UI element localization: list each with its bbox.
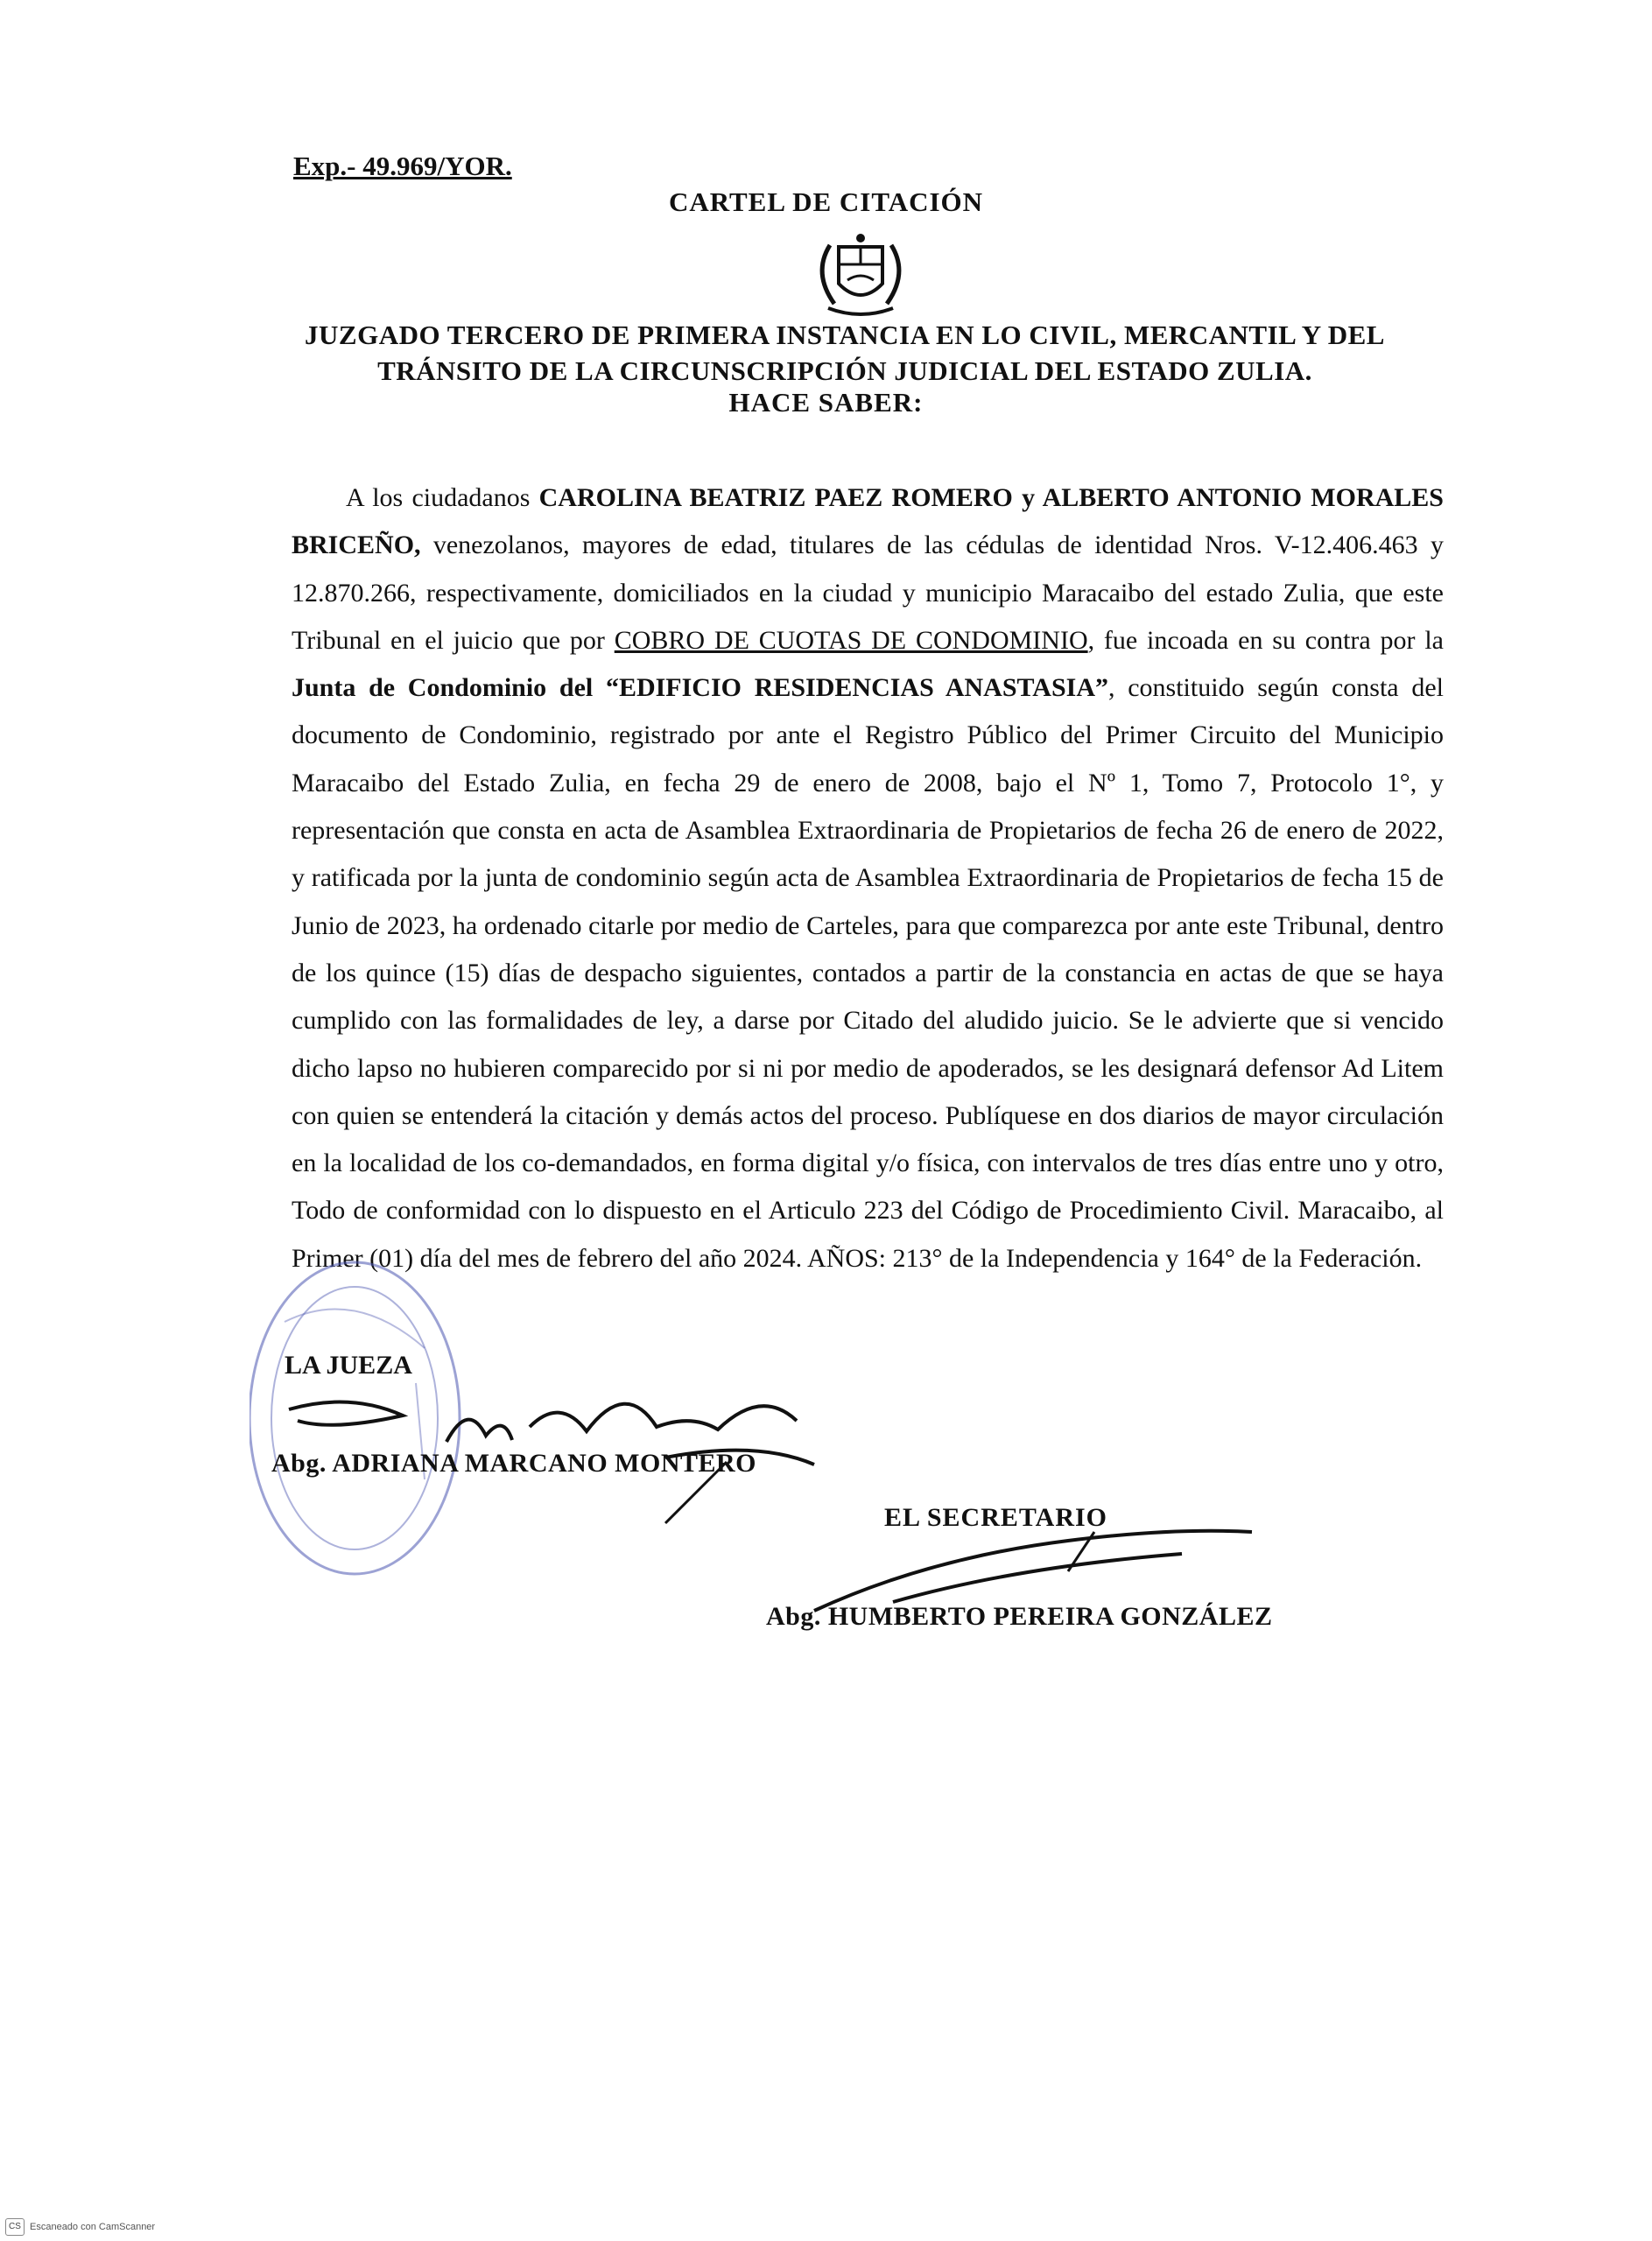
court-name-line-1: JUZGADO TERCERO DE PRIMERA INSTANCIA EN LO CIVIL, MERCANTIL Y DEL bbox=[305, 320, 1385, 350]
document-title: CARTEL DE CITACIÓN bbox=[668, 186, 984, 217]
citation-body bbox=[292, 474, 1444, 1282]
body-intro: A los ciudadanos bbox=[346, 483, 539, 512]
body-segment-3: , fue incoada en su contra por la bbox=[1087, 625, 1444, 655]
case-number: Exp.- 49.969/YOR. bbox=[293, 151, 512, 181]
scanner-text: Escaneado con CamScanner bbox=[30, 2222, 156, 2232]
case-type: COBRO DE CUOTAS DE CONDOMINIO bbox=[614, 625, 1088, 655]
judge-title: LA JUEZA bbox=[285, 1351, 412, 1380]
scanner-watermark bbox=[5, 2218, 155, 2236]
plaintiff-name: Junta de Condominio del “EDIFICIO RESIDENCIAS ANASTASIA” bbox=[292, 673, 1108, 703]
camscanner-logo-icon: CS bbox=[5, 2218, 25, 2236]
secretary-name: Abg. HUMBERTO PEREIRA GONZÁLEZ bbox=[766, 1602, 1273, 1631]
body-segment-4: , constituido según consta del documento de Condominio, registrado por ante el Registro Público del Primer Circuito del Municipio Maracaibo del Estado Zulia, en fecha 29 de enero de 2008, bajo el Nº 1, Tomo 7, Protocolo 1°, y representación que consta en acta de Asamblea Extraordinaria de Propietarios de fecha 26 de enero de 2022, y ratificada por la junta de condominio según acta de Asamblea Extraordinaria de Propietarios de fecha 15 de Junio de 2023, ha ordenado citarle por medio de Carteles, para que comparezca por ante este Tribunal, dentro de los quince (15) días de despacho siguientes, contados a partir de la constancia en actas de que se haya cumplido con las formalidades de ley, a darse por Citado del aludido juicio. Se le advierte que si vencido dicho lapso no hubieren comparecido por si ni por medio de apoderados, se les designará defensor Ad Litem con quien se entenderá la citación y demás actos del proceso. Publíquese en dos diarios de mayor circulación en la localidad de los co-demandados, en forma digital y/o física, con intervalos de tres días entre uno y otro, Todo de conformidad con lo dispuesto en el Articulo 223 del Código de Procedimiento Civil. Maracaibo, al Primer (01) día del mes de febrero del año 2024. AÑOS: 213° de la Independencia y 164° de la Federación. bbox=[292, 673, 1444, 1273]
court-name bbox=[263, 317, 1427, 389]
hace-saber-heading: HACE SABER: bbox=[728, 387, 924, 418]
court-name-line-2: TRÁNSITO DE LA CIRCUNSCRIPCIÓN JUDICIAL DEL ESTADO ZULIA. bbox=[377, 355, 1312, 386]
defendant-names: CAROLINA BEATRIZ PAEZ ROMERO y ALBERTO ANTONIO MORALES BRICEÑO, bbox=[292, 483, 1444, 560]
judge-name: Abg. ADRIANA MARCANO MONTERO bbox=[271, 1449, 757, 1478]
secretary-title: EL SECRETARIO bbox=[884, 1503, 1108, 1532]
coat-of-arms-icon bbox=[804, 229, 917, 321]
body-segment-2: venezolanos, mayores de edad, titulares de las cédulas de identidad Nros. V-12.406.463 y 12.870.266, respectivamente, domiciliados en la ciudad y municipio Maracaibo del estado Zulia, que este Tribunal en el juicio que por bbox=[292, 530, 1444, 655]
